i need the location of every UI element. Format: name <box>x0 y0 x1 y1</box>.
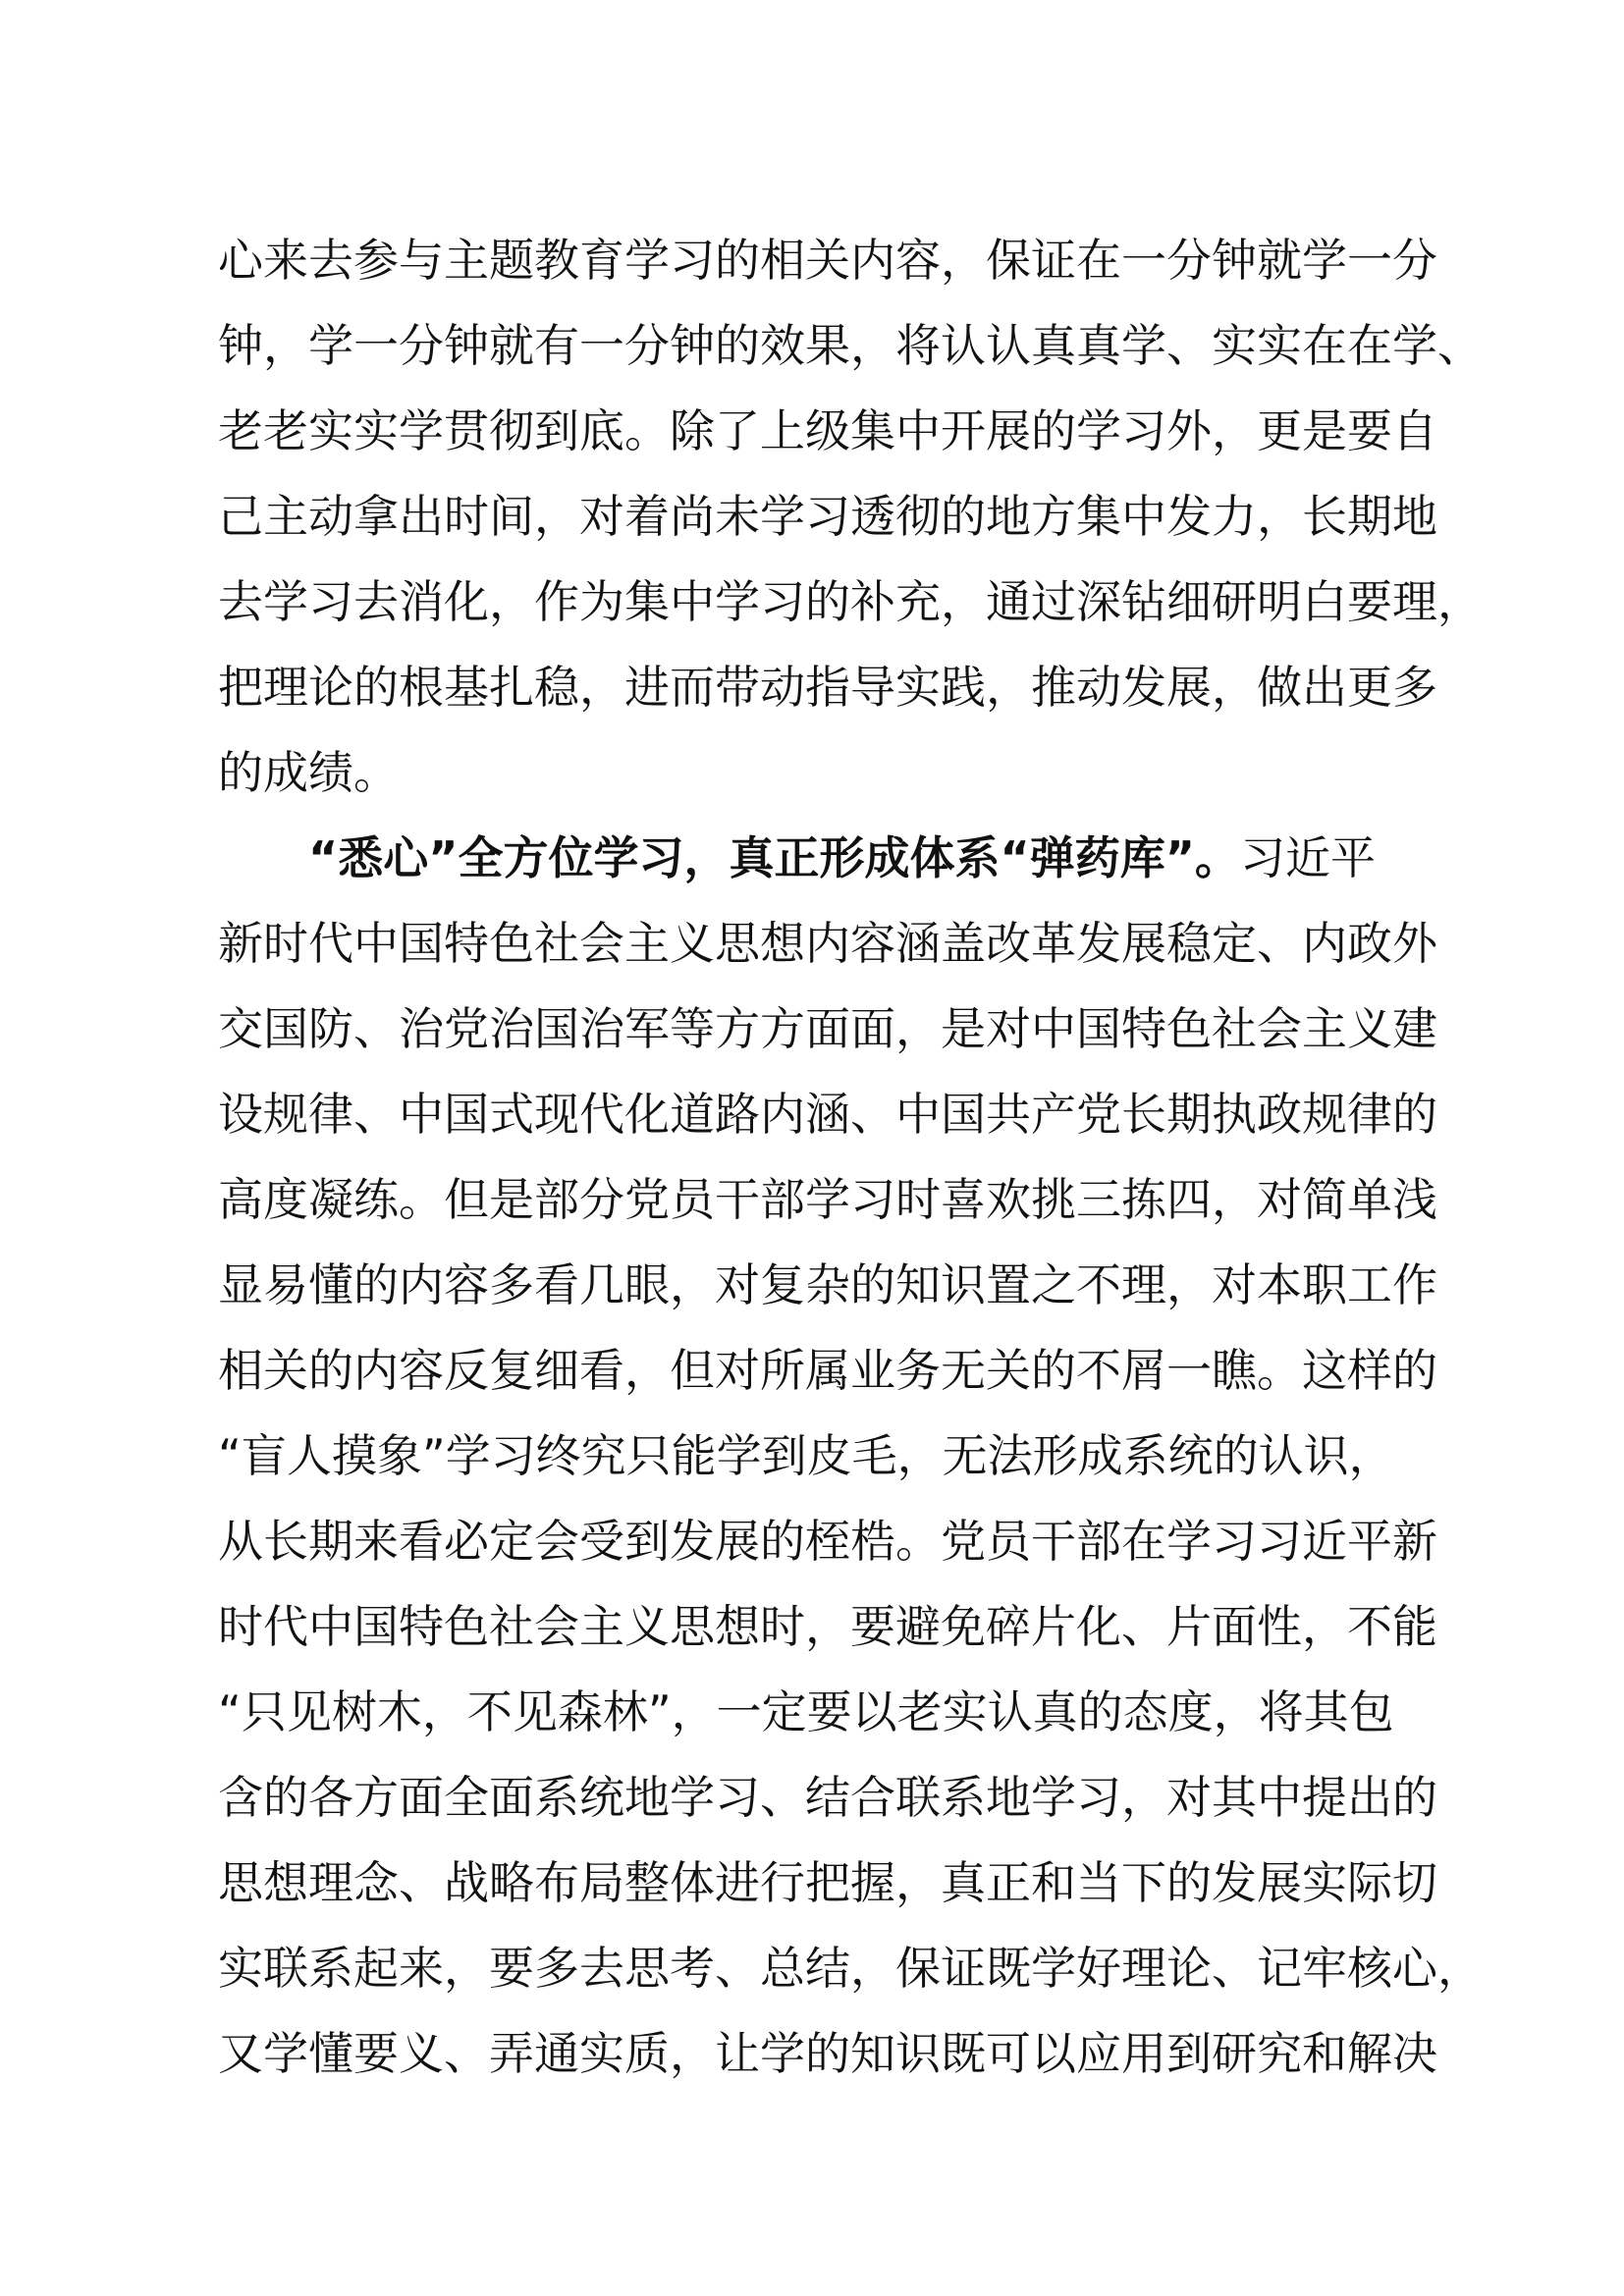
text-line: 新时代中国特色社会主义思想内容涵盖改革发展稳定、内政外 <box>218 917 1437 970</box>
paragraph-2 <box>218 816 1483 2097</box>
text-line: 显易懂的内容多看几眼，对复杂的知识置之不理，对本职工作 <box>218 1258 1437 1311</box>
text-line: 己主动拿出时间，对着尚未学习透彻的地方集中发力，长期地 <box>218 490 1437 543</box>
text-line: 实联系起来，要多去思考、总结，保证既学好理论、记牢核心， <box>218 1942 1483 1995</box>
text-line: 含的各方面全面系统地学习、结合联系地学习，对其中提出的 <box>218 1771 1437 1824</box>
paragraph-first-line <box>218 816 1435 901</box>
text-line: 时代中国特色社会主义思想时，要避免碎片化、片面性，不能 <box>218 1600 1437 1653</box>
text-line: 去学习去消化，作为集中学习的补充，通过深钻细研明白要理， <box>218 575 1483 628</box>
text-line: “只见树木，不见森林”，一定要以老实认真的态度，将其包 <box>218 1685 1394 1738</box>
text-line: 高度凝练。但是部分党员干部学习时喜欢挑三拣四，对简单浅 <box>218 1173 1437 1226</box>
text-line: 的成绩。 <box>218 746 399 799</box>
text-line: 钟，学一分钟就有一分钟的效果，将认认真真学、实实在在学、 <box>218 319 1483 372</box>
text-line: 思想理念、战略布局整体进行把握，真正和当下的发展实际切 <box>218 1856 1437 1909</box>
heading-continuation: 习近平 <box>1239 831 1376 884</box>
document-body <box>218 218 1483 2097</box>
paragraph-heading: “悉心”全方位学习，真正形成体系“弹药库”。 <box>308 831 1240 884</box>
text-line: 老老实实学贯彻到底。除了上级集中开展的学习外，更是要自 <box>218 404 1437 457</box>
text-line: 把理论的根基扎稳，进而带动指导实践，推动发展，做出更多 <box>218 661 1437 714</box>
text-line: 设规律、中国式现代化道路内涵、中国共产党长期执政规律的 <box>218 1088 1437 1141</box>
text-line: 心来去参与主题教育学习的相关内容，保证在一分钟就学一分 <box>218 234 1437 287</box>
text-line: “盲人摸象”学习终究只能学到皮毛，无法形成系统的认识， <box>218 1429 1394 1482</box>
text-line: 相关的内容反复细看，但对所属业务无关的不屑一瞧。这样的 <box>218 1344 1437 1397</box>
text-line: 从长期来看必定会受到发展的桎梏。党员干部在学习习近平新 <box>218 1515 1437 1568</box>
paragraph-1 <box>218 218 1483 816</box>
text-line: 交国防、治党治国治军等方方面面，是对中国特色社会主义建 <box>218 1002 1437 1055</box>
text-line: 又学懂要义、弄通实质，让学的知识既可以应用到研究和解决 <box>218 2027 1437 2080</box>
